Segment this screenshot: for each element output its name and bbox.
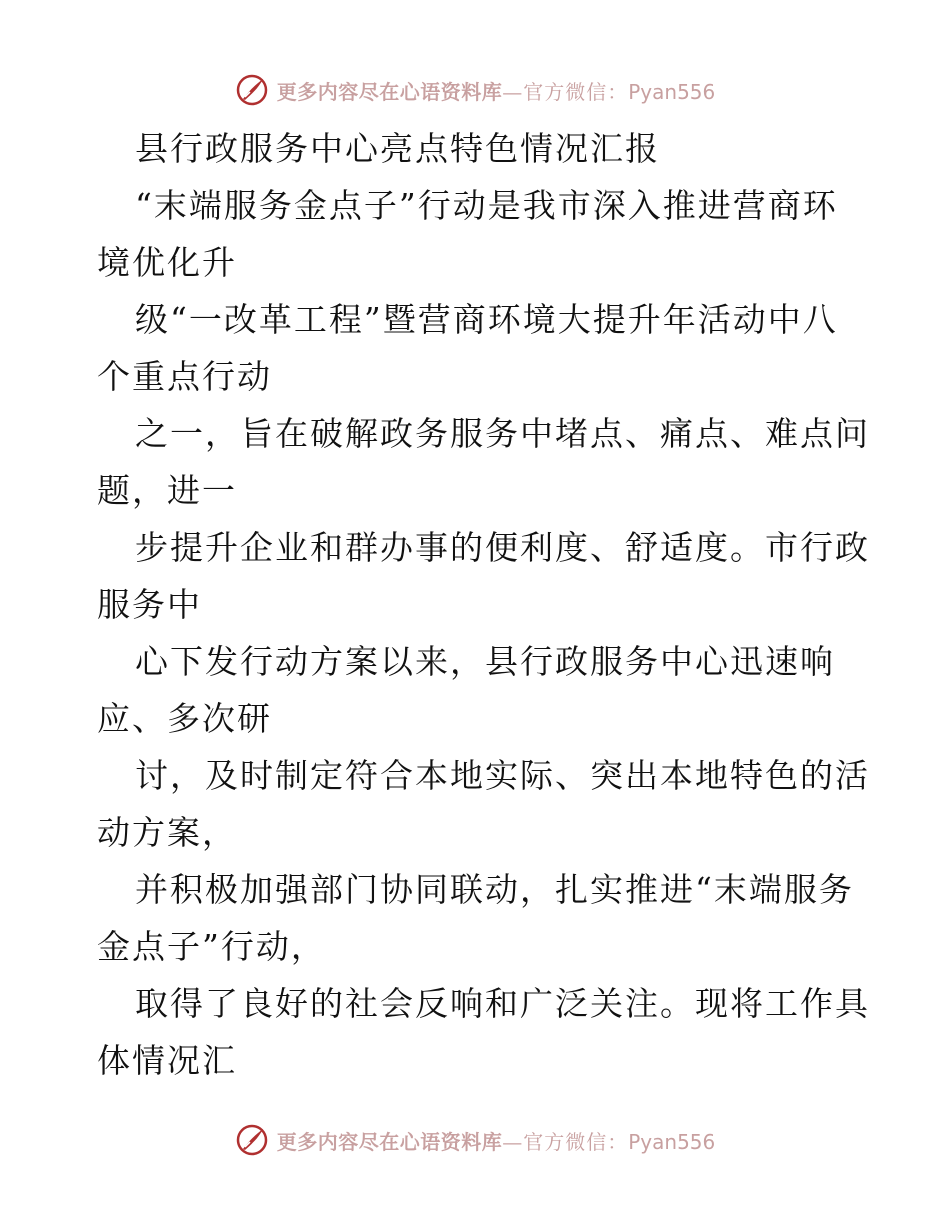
- watermark-text: [277, 1126, 716, 1155]
- document-line: 取得了良好的社会反响和广泛关注。现将工作具: [135, 984, 870, 1023]
- quill-logo-icon: [235, 73, 269, 107]
- document-line: 讨，及时制定符合本地实际、突出本地特色的活: [135, 756, 870, 795]
- document-title: 县行政服务中心亮点特色情况汇报: [135, 129, 660, 168]
- document-line: 应、多次研: [97, 699, 272, 738]
- document-line: 体情况汇: [97, 1041, 237, 1080]
- watermark-sub-text: —官方微信：: [502, 1129, 629, 1154]
- document-line: 动方案，: [97, 813, 237, 852]
- document-line: 步提升企业和群办事的便利度、舒适度。市行政: [135, 528, 870, 567]
- header-watermark-banner: [0, 70, 950, 110]
- document-line: 并积极加强部门协同联动，扎实推进“末端服务: [135, 870, 854, 909]
- footer-watermark-banner: [0, 1120, 950, 1160]
- watermark-main-text: 更多内容尽在心语资料库: [276, 1129, 503, 1154]
- document-line: 金点子”行动，: [97, 927, 326, 966]
- watermark-main-text: 更多内容尽在心语资料库: [276, 79, 503, 104]
- document-line: 境优化升: [97, 243, 237, 282]
- document-line: 服务中: [97, 585, 202, 624]
- document-line: 心下发行动方案以来，县行政服务中心迅速响: [135, 642, 835, 681]
- document-line: 之一，旨在破解政务服务中堵点、痛点、难点问: [135, 414, 870, 453]
- document-line: “末端服务金点子”行动是我市深入推进营商环: [135, 186, 838, 225]
- watermark-handle-text: Pyan556: [628, 1129, 716, 1154]
- watermark-text: [277, 76, 716, 105]
- document-line: 个重点行动: [97, 357, 272, 396]
- watermark-sub-text: —官方微信：: [502, 79, 629, 104]
- watermark-handle-text: Pyan556: [628, 79, 716, 104]
- quill-logo-icon: [235, 1123, 269, 1157]
- document-body: [97, 120, 870, 1089]
- document-line: 级“一改革工程”暨营商环境大提升年活动中八: [135, 300, 838, 339]
- document-line: 题，进一: [97, 471, 237, 510]
